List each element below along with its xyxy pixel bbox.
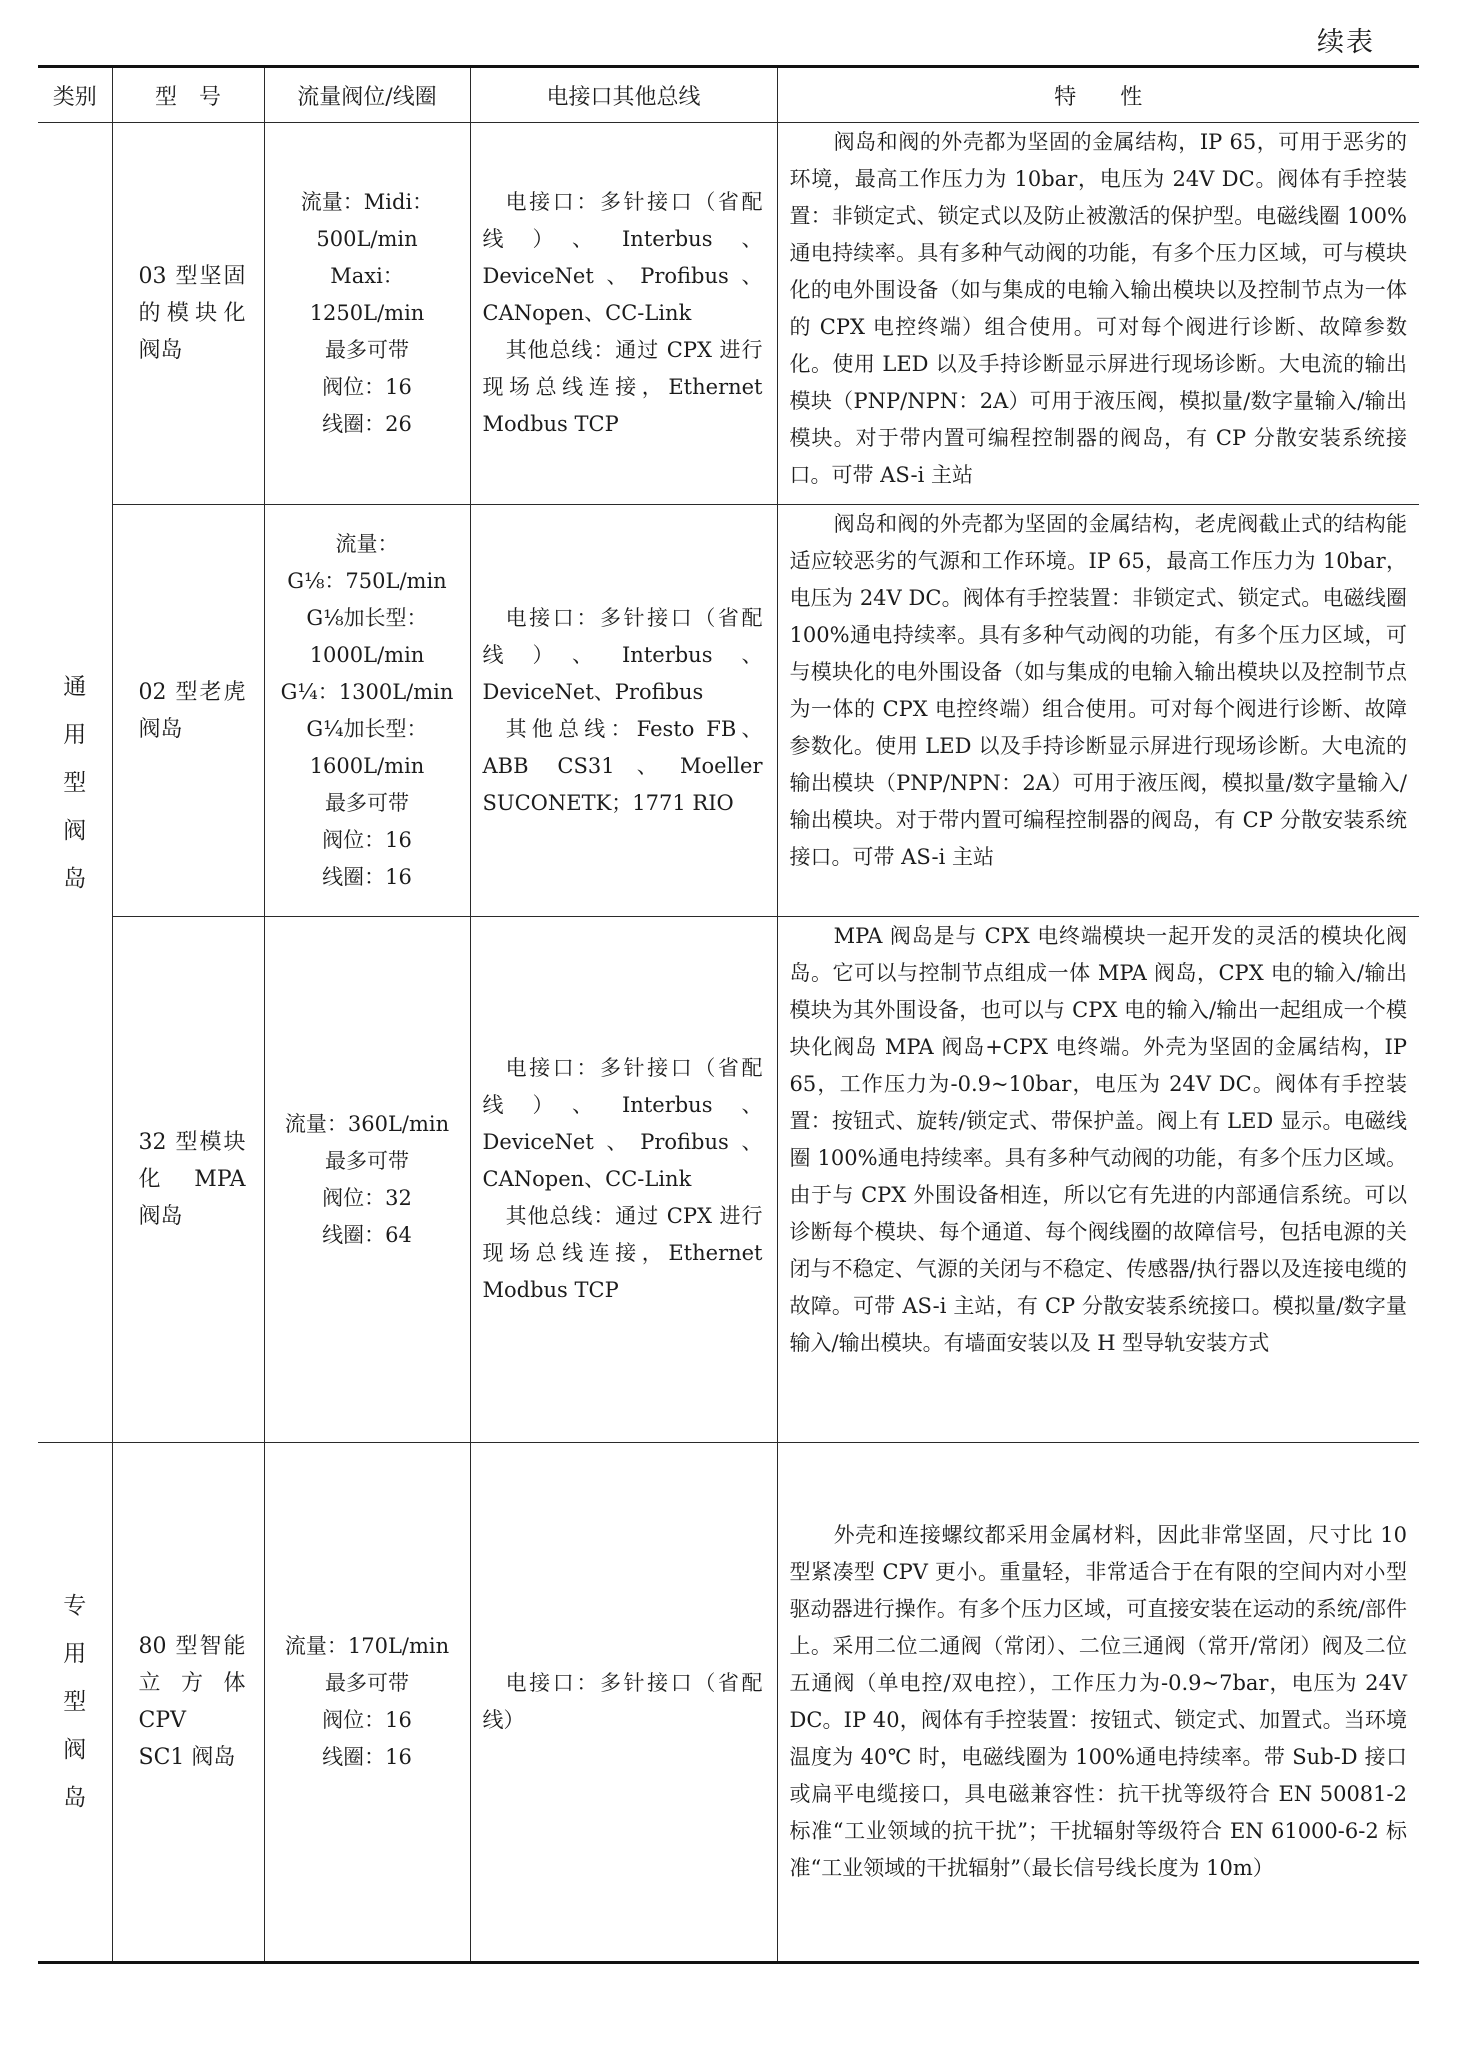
- features-cell: [777, 505, 1419, 917]
- category-char: 用: [63, 1641, 87, 1667]
- flow-line: 1000L/min: [309, 642, 425, 667]
- flow-line: 最多可带: [325, 338, 409, 362]
- table-row: [38, 917, 1419, 1443]
- header-features: 特 性: [777, 67, 1419, 123]
- features-cell: [777, 917, 1419, 1443]
- flow-line: 流量：: [335, 531, 399, 556]
- features-text: 外壳和连接螺纹都采用金属材料，因此非常坚固，尺寸比 10 型紧凑型 CPV 更小。重量轻，非常适合于在有限的空间内对小型驱动器进行操作。有多个压力区域，可直接安装在运动的系统/部件上。采用二位二通阀（常闭）、二位三通阀（常开/常闭）阀及二位五通阀（单电控/双电控），工作压力为-0.9~7bar，电压为 24V DC。IP 40，阀体有手控装置：按钮式、锁定式、加置式。当环境温度为 40℃ 时，电磁线圈为 100%通电持续率。带 Sub-D 接口或扁平电缆接口，具电磁兼容性：抗干扰等级符合 EN 50081-2 标准“工业领域的抗干扰”；干扰辐射等级符合 EN 61000-6-2 标准“工业领域的干扰辐射”（最长信号线长度为 10m）: [789, 1523, 1407, 1880]
- valve-terminal-table: [38, 65, 1419, 1964]
- table-header-row: [38, 67, 1419, 123]
- category-char: 型: [63, 769, 87, 796]
- flow-cell: [264, 123, 470, 505]
- flow-line: 阀位：16: [322, 375, 412, 399]
- flow-line: G⅛加长型：: [306, 605, 428, 630]
- header-interface: 电接口其他总线: [470, 67, 777, 123]
- flow-line: 阀位：16: [322, 827, 412, 852]
- flow-line: 最多可带: [325, 1671, 409, 1695]
- flow-line: 1600L/min: [309, 753, 425, 778]
- flow-line: 线圈：16: [322, 864, 412, 889]
- category-char: 通: [63, 673, 87, 700]
- category-char: 岛: [63, 1785, 87, 1811]
- header-flow: 流量阀位/线圈: [264, 67, 470, 123]
- features-cell: [777, 123, 1419, 505]
- flow-line: G¼：1300L/min: [280, 679, 454, 704]
- category-cell-special: [38, 1443, 112, 1963]
- flow-line: G¼加长型：: [306, 716, 428, 741]
- category-char: 阀: [63, 817, 87, 844]
- other-bus-text: 其他总线：Festo FB、ABB CS31、Moeller SUCONETK；1771 RIO: [482, 716, 763, 815]
- flow-line: 500L/min: [316, 227, 418, 251]
- features-text: 阀岛和阀的外壳都为坚固的金属结构，老虎阀截止式的结构能适应较恶劣的气源和工作环境。IP 65，最高工作压力为 10bar，电压为 24V DC。阀体有手控装置：非锁定式、锁定式。电磁线圈 100%通电持续率。具有多种气动阀的功能，有多个压力区域，可与模块化的电外围设备（如与集成的电输入输出模块以及控制节点为一体的 CPX 电控终端）组合使用。可对每个阀进行诊断、故障参数化。使用 LED 以及手持诊断显示屏进行现场诊断。大电流的输出模块（PNP/NPN：2A）可用于液压阀，模拟量/数字量输入/输出模块。对于带内置可编程控制器的阀岛，有 CP 分散安装系统接口。可带 AS-i 主站: [789, 512, 1407, 869]
- flow-cell: [264, 917, 470, 1443]
- flow-line: 线圈：26: [322, 412, 412, 436]
- header-category: 类别: [38, 67, 112, 123]
- features-cell: [777, 1443, 1419, 1963]
- flow-line: 流量：Midi：: [300, 190, 434, 214]
- category-cell-general: [38, 123, 112, 1443]
- continued-label: 续表: [1317, 27, 1375, 58]
- flow-line: 1250L/min: [309, 301, 425, 325]
- model-cell: 03 型坚固的模块化阀岛: [112, 123, 264, 505]
- features-text: MPA 阀岛是与 CPX 电终端模块一起开发的灵活的模块化阀岛。它可以与控制节点组成一体 MPA 阀岛，CPX 电的输入/输出模块为其外围设备，也可以与 CPX 电的输入/输出一起组成一个模块化阀岛 MPA 阀岛+CPX 电终端。外壳为坚固的金属结构，IP 65，工作压力为-0.9~10bar，电压为 24V DC。阀体有手控装置：按钮式、旋转/锁定式、带保护盖。阀上有 LED 显示。电磁线圈 100%通电持续率。具有多种气动阀的功能，有多个压力区域。由于与 CPX 外围设备相连，所以它有先进的内部通信系统。可以诊断每个模块、每个通道、每个阀线圈的故障信号，包括电源的关闭与不稳定、气源的关闭与不稳定、传感器/执行器以及连接电缆的故障。可带 AS-i 主站，有 CP 分散安装系统接口。模拟量/数字量输入/输出模块。有墙面安装以及 H 型导轨安装方式: [789, 924, 1407, 1355]
- flow-line: 流量：170L/min: [284, 1634, 450, 1658]
- table-row: [38, 123, 1419, 505]
- flow-cell: [264, 1443, 470, 1963]
- other-bus-text: 其他总线：通过 CPX 进行现场总线连接，Ethernet Modbus TCP: [482, 1204, 763, 1302]
- flow-line: 线圈：64: [322, 1222, 412, 1247]
- table-row: [38, 1443, 1419, 1963]
- flow-line: Maxi：: [330, 264, 404, 288]
- model-cell: 80 型智能立方体 CPV SC1 阀岛: [112, 1443, 264, 1963]
- interface-cell: [470, 123, 777, 505]
- interface-text: 电接口：多针接口（省配线）、Interbus、DeviceNet、Profibus: [482, 605, 763, 704]
- flow-line: G⅛：750L/min: [287, 568, 447, 593]
- flow-cell: [264, 505, 470, 917]
- category-char: 用: [63, 721, 87, 748]
- flow-line: 线圈：16: [322, 1745, 412, 1769]
- category-char: 型: [63, 1689, 87, 1715]
- header-model: 型 号: [112, 67, 264, 123]
- interface-cell: [470, 917, 777, 1443]
- category-char: 岛: [63, 865, 87, 892]
- flow-line: 阀位：32: [322, 1185, 412, 1210]
- interface-text: 电接口：多针接口（省配线）、Interbus、DeviceNet、Profibus、CANopen、CC-Link: [482, 1056, 763, 1191]
- flow-line: 最多可带: [325, 790, 409, 815]
- model-cell: 02 型老虎阀岛: [112, 505, 264, 917]
- flow-line: 流量：360L/min: [284, 1111, 450, 1136]
- interface-text: 电接口：多针接口（省配线）、Interbus、DeviceNet、Profibus、CANopen、CC-Link: [482, 190, 763, 325]
- model-cell: 32 型模块化 MPA 阀岛: [112, 917, 264, 1443]
- table-row: [38, 505, 1419, 917]
- flow-line: 最多可带: [325, 1148, 409, 1173]
- interface-text: 电接口：多针接口（省配线）: [482, 1671, 763, 1732]
- category-char: 阀: [63, 1737, 87, 1763]
- features-text: 阀岛和阀的外壳都为坚固的金属结构，IP 65，可用于恶劣的环境，最高工作压力为 10bar，电压为 24V DC。阀体有手控装置：非锁定式、锁定式以及防止被激活的保护型。电磁线圈 100%通电持续率。具有多种气动阀的功能，有多个压力区域，可与模块化的电外围设备（如与集成的电输入输出模块以及控制节点为一体的 CPX 电控终端）组合使用。可对每个阀进行诊断、故障参数化。使用 LED 以及手持诊断显示屏进行现场诊断。大电流的输出模块（PNP/NPN：2A）可用于液压阀，模拟量/数字量输入/输出模块。对于带内置可编程控制器的阀岛，有 CP 分散安装系统接口。可带 AS-i 主站: [789, 130, 1407, 487]
- flow-line: 阀位：16: [322, 1708, 412, 1732]
- interface-cell: [470, 1443, 777, 1963]
- category-char: 专: [63, 1593, 87, 1619]
- interface-cell: [470, 505, 777, 917]
- other-bus-text: 其他总线：通过 CPX 进行现场总线连接，Ethernet Modbus TCP: [482, 338, 763, 436]
